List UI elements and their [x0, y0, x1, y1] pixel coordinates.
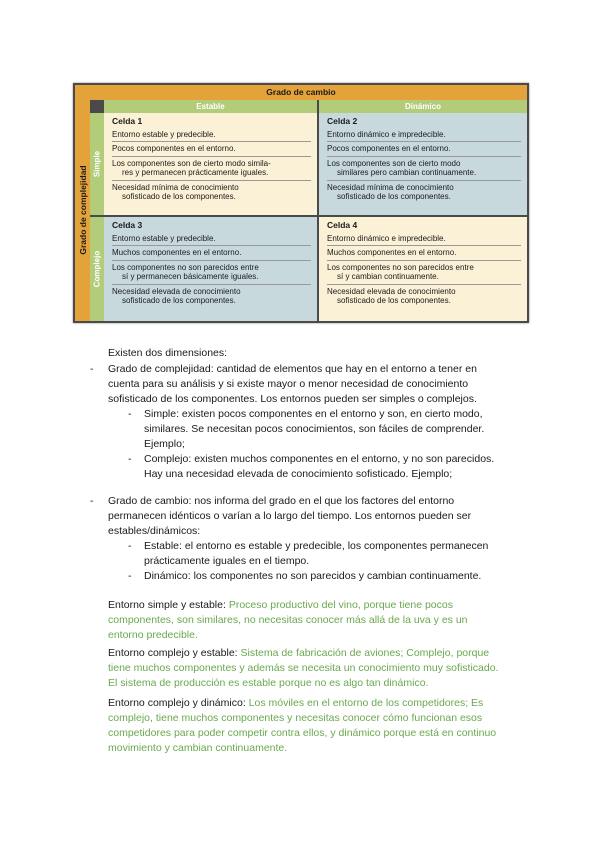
change-line: estables/dinámicos: [108, 525, 201, 537]
complexity-line: sofisticado de los componentes. Los entornos pueden ser simples o complejos. [108, 393, 477, 405]
bullet-dash: - [128, 570, 132, 582]
bullet-dash: - [90, 495, 94, 507]
cell-title: Celda 2 [327, 116, 358, 126]
example-3-first-line [108, 696, 483, 711]
cell-line [112, 287, 311, 308]
bullet-dash: - [128, 408, 132, 420]
example-1-label: Entorno simple y estable: [108, 599, 226, 611]
change-degree-header: Grado de cambio [75, 85, 527, 100]
example-2-label: Entorno complejo y estable: [108, 647, 238, 659]
example-3-line: complejo, tiene muchos componentes y necesitas conocer cómo funcionan esos [108, 712, 483, 724]
cell-line: Entorno dinámico e impredecible. [327, 234, 521, 247]
cell-line [327, 159, 521, 181]
cell-line-part: Necesidad elevada de conocimiento [327, 286, 456, 296]
example-3-line: competidores para poder competir contra ellos, y dinámico porque está en continuo [108, 727, 497, 739]
cell-line: Muchos componentes en el entorno. [112, 248, 311, 261]
environment-matrix-figure [73, 83, 529, 323]
cell-line-part: Los componentes no son parecidos entre [112, 262, 259, 272]
cell-line: Entorno estable y predecible. [112, 234, 311, 247]
simple-row-label: Simple [92, 150, 102, 178]
cell-line-part: res y permanecen prácticamente iguales. [122, 168, 269, 177]
cell-line [327, 183, 521, 204]
complexity-degree-bar [75, 100, 90, 321]
cell-line-part: sofisticado de los componentes. [337, 192, 451, 201]
example-2-line: tiene muchos componentes y además se necesita un conocimiento muy sofisticado. [108, 662, 499, 674]
cell-line: Entorno dinámico e impredecible. [327, 130, 521, 143]
simple-line: Ejemplo; [144, 438, 185, 450]
intro-text: Existen dos dimensiones: [108, 347, 228, 359]
cell-4 [319, 217, 527, 321]
cell-line-part: Necesidad elevada de conocimiento [112, 286, 241, 296]
simple-line: Simple: existen pocos componentes en el entorno y son, en cierto modo, [144, 408, 483, 420]
complexity-degree-header: Grado de complejidad [77, 165, 88, 255]
cell-line-part: sí y cambian continuamente. [337, 272, 439, 281]
cell-title: Celda 4 [327, 220, 358, 230]
cell-line-part: Los componentes son de cierto modo [327, 158, 461, 168]
cell-line [327, 263, 521, 285]
cell-line: Pocos componentes en el entorno. [327, 144, 521, 157]
dynamic-column-header: Dinámico [319, 100, 527, 113]
cell-line: Muchos componentes en el entorno. [327, 248, 521, 261]
change-line: Grado de cambio: nos informa del grado en el que los factores del entorno [108, 495, 455, 507]
stable-line: Estable: el entorno es estable y predecible, los componentes permanecen [144, 540, 489, 552]
cell-line-part: sofisticado de los componentes. [122, 192, 236, 201]
stable-column-header: Estable [104, 100, 317, 113]
cell-line: Entorno estable y predecible. [112, 130, 311, 143]
example-3-label: Entorno complejo y dinámico: [108, 697, 246, 709]
example-3-text: Los móviles en el entorno de los competidores; Es [245, 697, 484, 709]
cell-line-part: sofisticado de los componentes. [122, 296, 236, 305]
bullet-dash: - [128, 540, 132, 552]
complexity-line: Grado de complejidad: cantidad de elementos que hay en el entorno a tener en [108, 363, 477, 375]
cell-line-part: Necesidad mínima de conocimiento [112, 182, 239, 192]
cell-title: Celda 1 [112, 116, 143, 126]
cell-line-part: similares pero cambian continuamente. [337, 168, 477, 177]
complex-row-header [90, 217, 104, 321]
simple-line: similares. Se necesitan pocos conocimientos, son fáciles de comprender. [144, 423, 485, 435]
cell-line [327, 287, 521, 308]
cell-2 [319, 113, 527, 215]
cell-3 [104, 217, 317, 321]
cell-line-part: Necesidad mínima de conocimiento [327, 182, 454, 192]
cell-line [112, 159, 311, 181]
cell-line-part: Los componentes son de cierto modo simila- [112, 158, 271, 168]
cell-line: Pocos componentes en el entorno. [112, 144, 311, 157]
example-1-line: componentes, son similares, no necesitas conocer más allá de la uva y es un [108, 614, 468, 626]
cell-line [112, 183, 311, 204]
example-2-line: El sistema de producción es estable porque no es algo tan dinámico. [108, 677, 429, 689]
dynamic-line: Dinámico: los componentes no son parecidos y cambian continuamente. [144, 570, 482, 582]
example-2-text: Sistema de fabricación de aviones; Complejo, porque [237, 647, 490, 659]
complexity-line: cuenta para su análisis y si existe mayor o menor necesidad de conocimiento [108, 378, 469, 390]
complex-line: Hay una necesidad elevada de conocimiento sofisticado. Ejemplo; [144, 468, 453, 480]
example-3-line: movimiento y cambian continuamente. [108, 742, 288, 754]
example-1-text: Proceso productivo del vino, porque tiene pocos [225, 599, 453, 611]
complex-line: Complejo: existen muchos componentes en el entorno, y no son parecidos. [144, 453, 495, 465]
change-line: permanecen idénticos o varían a lo largo del tiempo. Los entornos pueden ser [108, 510, 472, 522]
example-1-line: entorno predecible. [108, 629, 198, 641]
cell-title: Celda 3 [112, 220, 143, 230]
complex-row-label: Complejo [92, 250, 102, 288]
example-1-first-line [108, 598, 453, 613]
cell-line-part: Los componentes no son parecidos entre [327, 262, 474, 272]
cell-line-part: sofisticado de los componentes. [337, 296, 451, 305]
simple-row-header [90, 113, 104, 215]
cell-line-part: sí y permanecen básicamente iguales. [122, 272, 259, 281]
stable-line: prácticamente iguales en el tiempo. [144, 555, 310, 567]
example-2-first-line [108, 646, 489, 661]
cell-line [112, 263, 311, 285]
cell-1 [104, 113, 317, 215]
bullet-dash: - [90, 363, 94, 375]
bullet-dash: - [128, 453, 132, 465]
